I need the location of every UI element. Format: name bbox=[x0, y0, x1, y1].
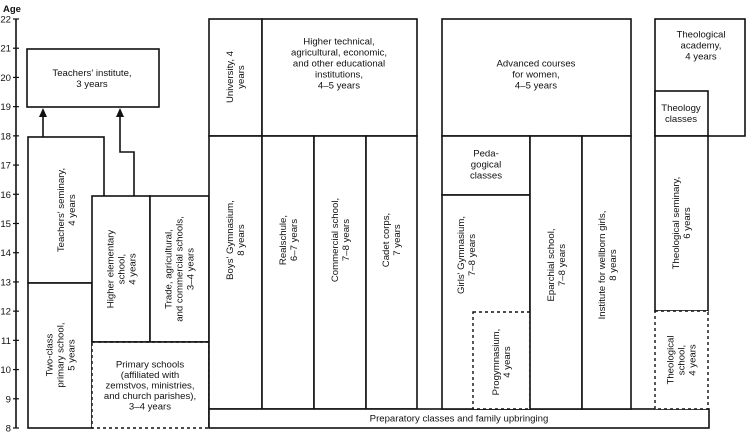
label-line: Eparchial school, bbox=[546, 228, 557, 302]
age-tick-label: 17 bbox=[0, 160, 11, 172]
label-line: 7–8 years bbox=[467, 233, 478, 277]
label-line: Theological bbox=[665, 335, 677, 385]
primary-schools-box bbox=[92, 342, 209, 428]
commercial-school-box bbox=[314, 136, 366, 409]
label-line: Higher elementary bbox=[105, 229, 117, 309]
label-line: Trade, agricultural, bbox=[163, 229, 175, 309]
theological-seminary-box bbox=[655, 136, 708, 311]
preparatory-classes-box bbox=[209, 409, 709, 428]
label-line: institutions, bbox=[315, 69, 363, 81]
label-line: 7–8 years bbox=[557, 243, 568, 287]
eparchial-school-box bbox=[530, 136, 582, 409]
label-line: 4 years bbox=[127, 253, 139, 285]
age-tick-label: 20 bbox=[0, 72, 11, 84]
label-line: Cadet corps, bbox=[381, 212, 392, 268]
age-tick-label: 21 bbox=[0, 43, 11, 55]
label-line: 8 years bbox=[608, 249, 619, 281]
university-box bbox=[209, 19, 262, 136]
label-line: 3 years bbox=[76, 79, 108, 90]
realschule-box bbox=[262, 136, 314, 409]
age-tick-label: 15 bbox=[0, 219, 11, 230]
age-tick-label: 9 bbox=[5, 394, 11, 406]
preparatory-label bbox=[370, 414, 549, 425]
label-line: 6–7 years bbox=[289, 218, 300, 262]
label-line: 7–8 years bbox=[341, 218, 352, 262]
label-line: Peda- bbox=[473, 148, 499, 160]
label-line: Teachers' institute, bbox=[52, 68, 132, 79]
label-line: Theological bbox=[676, 29, 726, 41]
label-line: gogical bbox=[470, 159, 502, 171]
label-line: 8 years bbox=[236, 224, 247, 256]
label-line: and commercial schools, bbox=[174, 216, 186, 322]
label-line: Institute for wellborn girls, bbox=[597, 210, 608, 320]
age-tick-label: 12 bbox=[0, 306, 11, 318]
progymnasium-box bbox=[473, 312, 530, 409]
age-tick-label: 10 bbox=[0, 365, 11, 377]
age-tick-label: 8 bbox=[5, 423, 11, 433]
advanced-courses-for-women-box bbox=[442, 19, 631, 136]
label-line: Realschule, bbox=[278, 214, 289, 266]
boys-gymnasium-box bbox=[209, 136, 262, 409]
label-line: 5 years bbox=[66, 339, 78, 371]
trade-schools-box bbox=[150, 196, 209, 342]
institute-wellborn-girls-box bbox=[582, 136, 631, 409]
label-line: years bbox=[236, 65, 247, 89]
label-line: Boys' Gymnasium, bbox=[225, 200, 236, 280]
label-line: 4 years bbox=[687, 344, 699, 376]
label-line: Progymnasium, bbox=[491, 328, 502, 396]
age-tick-label: 18 bbox=[0, 131, 11, 143]
pedagogical-classes-box bbox=[442, 136, 530, 195]
label-line: school, bbox=[116, 253, 128, 285]
label-line: 7 years bbox=[392, 224, 403, 256]
label-line: 4 years bbox=[67, 194, 78, 226]
label-line: Girls' Gymnasium, bbox=[456, 215, 467, 295]
label-line: classes bbox=[470, 170, 502, 182]
label-line: school, bbox=[676, 344, 688, 376]
label-line: 4 years bbox=[685, 51, 717, 63]
label-line: Primary schools bbox=[115, 359, 185, 371]
age-tick-label: 19 bbox=[0, 102, 11, 114]
label-line: and other educational bbox=[292, 58, 386, 70]
two-class-primary-school-box bbox=[28, 283, 92, 428]
age-tick-label: 11 bbox=[1, 335, 11, 347]
age-axis bbox=[0, 4, 21, 433]
label-line: classes bbox=[665, 114, 697, 125]
label-line: 4–5 years bbox=[317, 80, 361, 92]
label-line: for women, bbox=[512, 69, 560, 81]
higher-technical-institutions-box bbox=[262, 19, 417, 136]
arrow-seminary-to-institute bbox=[39, 108, 47, 137]
label-line: agricultural, economic, bbox=[291, 47, 387, 59]
teachers-institute-box bbox=[27, 49, 159, 107]
theology-classes-box bbox=[655, 91, 708, 136]
label-line: 3–4 years bbox=[185, 247, 197, 291]
age-tick-label: 22 bbox=[0, 14, 11, 26]
label-line: 4–5 years bbox=[514, 80, 558, 92]
higher-elementary-school-box bbox=[92, 196, 150, 342]
theology-classes-label bbox=[661, 103, 701, 125]
label-line: Advanced courses bbox=[496, 58, 576, 70]
arrow-higher-elementary-to-institute bbox=[116, 108, 134, 196]
label-line: Teachers' seminary, bbox=[56, 167, 67, 253]
label-line: Higher technical, bbox=[303, 36, 375, 48]
age-tick-label: 14 bbox=[0, 248, 11, 260]
label-line: Preparatory classes and family upbringing bbox=[369, 413, 549, 425]
pedagogical-classes-label bbox=[470, 149, 502, 182]
age-tick-label: 13 bbox=[0, 277, 11, 289]
label-line: Theology bbox=[661, 103, 701, 114]
label-line: primary school, bbox=[55, 322, 67, 388]
cadet-corps-box bbox=[366, 136, 417, 409]
label-line: 3–4 years bbox=[128, 401, 172, 413]
label-line: 6 years bbox=[682, 207, 693, 239]
label-line: University, 4 bbox=[225, 50, 236, 104]
label-line: 4 years bbox=[502, 346, 513, 378]
age-tick-label: 16 bbox=[0, 189, 11, 201]
label-line: Theological seminary, bbox=[671, 176, 682, 270]
theological-school-box bbox=[655, 311, 708, 409]
label-line: and church parishes), bbox=[103, 391, 197, 402]
label-line: (affiliated with bbox=[120, 370, 180, 381]
label-line: Two-class bbox=[44, 333, 56, 377]
label-line: academy, bbox=[680, 40, 722, 52]
age-axis-title: Age bbox=[3, 4, 21, 15]
realschule-label bbox=[278, 215, 300, 265]
label-line: Commercial school, bbox=[330, 197, 341, 283]
label-line: zemstvos, ministries, bbox=[105, 380, 195, 392]
